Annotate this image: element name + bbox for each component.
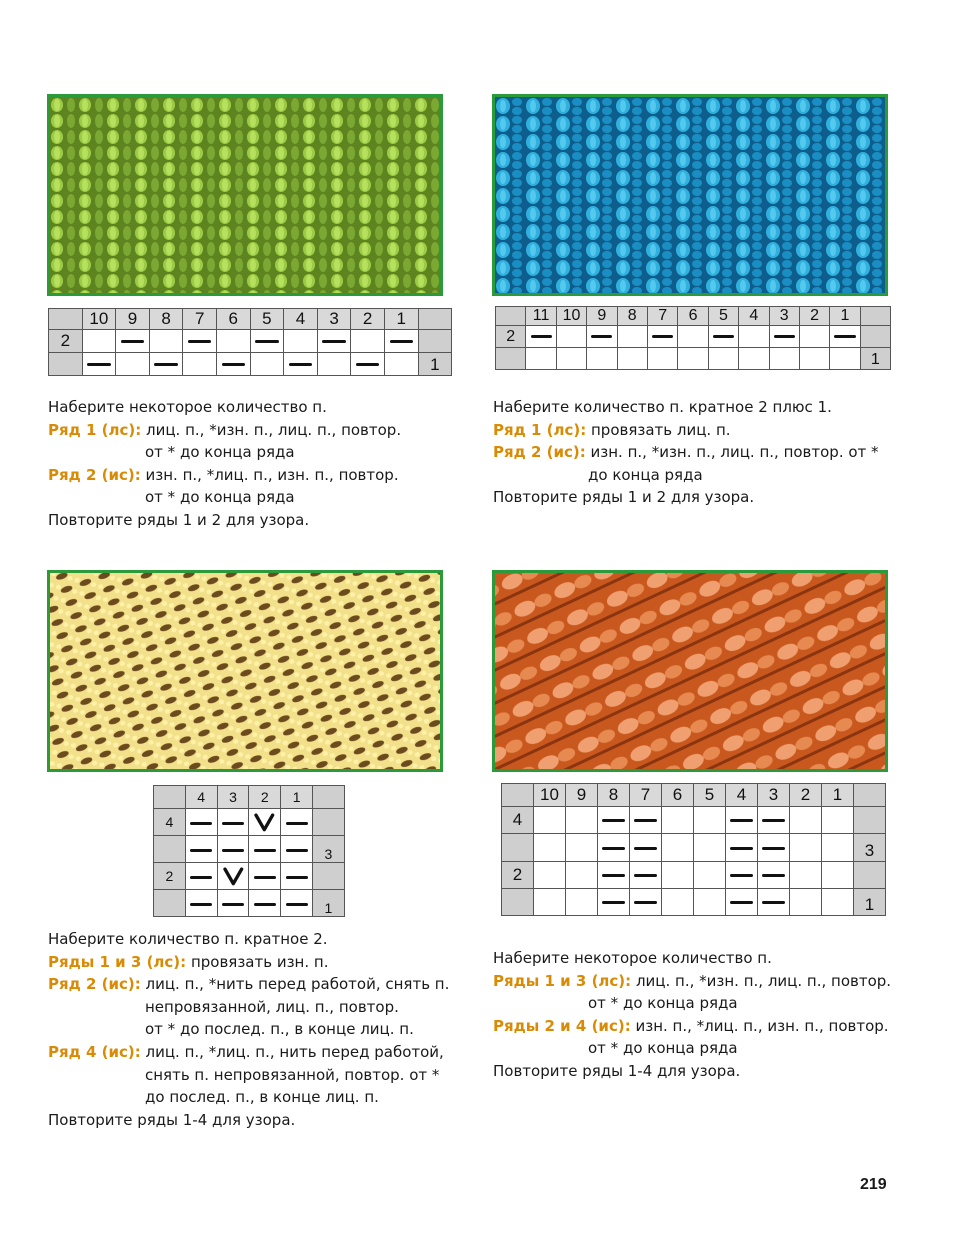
chart-row-number-right — [854, 861, 886, 888]
pattern-3-photo — [47, 570, 443, 772]
row-continuation: от * до конца ряда — [145, 443, 295, 462]
purl-dash-symbol — [591, 335, 612, 338]
pattern-1-instructions — [48, 396, 401, 532]
chart-stitch-cell — [149, 353, 183, 376]
chart-row — [496, 348, 891, 370]
chart-corner-cell — [496, 307, 526, 326]
pattern-2-photo — [492, 94, 888, 296]
chart-stitch-cell — [799, 326, 829, 348]
chart-stitch-cell — [694, 861, 726, 888]
chart-stitch-cell — [526, 326, 556, 348]
row-label: Ряды 2 и 4 (ис): — [493, 1016, 631, 1035]
chart-column-number: 2 — [799, 307, 829, 326]
purl-dash-symbol — [730, 819, 752, 822]
chart-stitch-cell — [726, 861, 758, 888]
pattern-2-photo-image — [495, 97, 885, 293]
purl-dash-symbol — [255, 340, 278, 343]
purl-dash-symbol — [762, 901, 784, 904]
chart-stitch-cell — [82, 353, 116, 376]
chart-stitch-cell — [617, 348, 647, 370]
purl-dash-symbol — [87, 363, 110, 366]
row-continuation: от * до конца ряда — [588, 994, 738, 1013]
chart-column-number: 6 — [662, 784, 694, 807]
chart-stitch-cell — [217, 863, 249, 890]
row-text: провязать изн. п. — [190, 952, 329, 971]
row-text: лиц. п., *лиц. п., нить перед работой, — [145, 1042, 444, 1061]
slip-stitch-v-symbol — [221, 866, 246, 887]
chart-row-number-right: 1 — [418, 353, 452, 376]
chart-stitch-cell — [830, 326, 860, 348]
chart-row-number-right — [860, 326, 890, 348]
chart-row — [154, 863, 345, 890]
chart-row-number-left: 2 — [154, 863, 186, 890]
purl-dash-symbol — [222, 822, 244, 825]
chart-stitch-cell — [185, 890, 217, 917]
chart-stitch-cell — [556, 348, 586, 370]
purl-dash-symbol — [634, 819, 656, 822]
chart-stitch-cell — [830, 348, 860, 370]
chart-column-number: 8 — [149, 309, 183, 330]
purl-dash-symbol — [286, 822, 308, 825]
chart-row-number-right — [312, 809, 344, 836]
purl-dash-symbol — [774, 335, 795, 338]
repeat-text: Повторите ряды 1 и 2 для узора. — [48, 510, 310, 529]
chart-header-row — [49, 309, 452, 330]
chart-column-number: 4 — [726, 784, 758, 807]
chart-stitch-cell — [249, 863, 281, 890]
chart-stitch-cell — [662, 888, 694, 915]
chart-row — [154, 809, 345, 836]
chart-stitch-cell — [630, 861, 662, 888]
chart-stitch-cell — [566, 861, 598, 888]
cast-on-text: Наберите количество п. кратное 2 плюс 1. — [493, 398, 832, 416]
chart-stitch-cell — [566, 807, 598, 834]
row-instruction — [493, 419, 879, 442]
row-continuation: снять п. непровязанной, повтор. от * — [145, 1065, 440, 1084]
chart-column-number: 10 — [82, 309, 116, 330]
chart-stitch-cell — [250, 330, 284, 353]
chart-stitch-cell — [758, 807, 790, 834]
row-text: провязать лиц. п. — [591, 420, 731, 439]
chart-stitch-cell — [384, 353, 418, 376]
chart-stitch-cell — [630, 888, 662, 915]
purl-dash-symbol — [634, 847, 656, 850]
chart-stitch-cell — [822, 834, 854, 861]
chart-corner-cell — [854, 784, 886, 807]
chart-row-number-left — [154, 836, 186, 863]
chart-stitch-cell — [281, 890, 313, 917]
chart-row-number-left — [496, 348, 526, 370]
chart-stitch-cell — [217, 836, 249, 863]
purl-dash-symbol — [254, 876, 276, 879]
chart-stitch-cell — [598, 807, 630, 834]
chart-stitch-cell — [556, 326, 586, 348]
row-label: Ряд 1 (лс): — [48, 420, 142, 439]
chart-stitch-cell — [526, 348, 556, 370]
chart-stitch-cell — [217, 890, 249, 917]
chart-stitch-cell — [351, 330, 385, 353]
chart-row-number-right: 3 — [854, 834, 886, 861]
chart-stitch-cell — [281, 836, 313, 863]
chart-column-number: 4 — [185, 786, 217, 809]
purl-dash-symbol — [188, 340, 211, 343]
pattern-1-chart — [48, 308, 452, 376]
chart-stitch-cell — [351, 353, 385, 376]
purl-dash-symbol — [190, 849, 212, 852]
chart-stitch-cell — [758, 861, 790, 888]
purl-dash-symbol — [602, 901, 624, 904]
pattern-2-chart — [495, 306, 891, 370]
purl-dash-symbol — [730, 847, 752, 850]
chart-stitch-cell — [534, 834, 566, 861]
chart-column-number: 1 — [384, 309, 418, 330]
chart-row — [502, 888, 886, 915]
chart-stitch-cell — [769, 348, 799, 370]
chart-stitch-cell — [662, 834, 694, 861]
row-label: Ряд 2 (ис): — [48, 975, 141, 994]
chart-row — [496, 326, 891, 348]
row-instruction — [48, 1041, 449, 1064]
chart-column-number: 9 — [116, 309, 150, 330]
chart-row-number-right: 1 — [312, 890, 344, 917]
purl-dash-symbol — [390, 340, 413, 343]
page-number: 219 — [860, 1176, 887, 1193]
chart-stitch-cell — [726, 834, 758, 861]
purl-dash-symbol — [652, 335, 673, 338]
purl-dash-symbol — [190, 876, 212, 879]
chart-column-number: 3 — [758, 784, 790, 807]
purl-dash-symbol — [762, 847, 784, 850]
chart-row — [154, 890, 345, 917]
chart-stitch-cell — [185, 809, 217, 836]
chart-stitch-cell — [249, 836, 281, 863]
chart-column-number: 3 — [317, 309, 351, 330]
chart-stitch-cell — [630, 834, 662, 861]
chart-column-number: 2 — [351, 309, 385, 330]
chart-stitch-cell — [790, 888, 822, 915]
row-continuation: непровязанной, лиц. п., повтор. — [145, 997, 399, 1016]
chart-row-number-left: 2 — [502, 861, 534, 888]
row-instruction — [48, 464, 401, 487]
chart-stitch-cell — [790, 861, 822, 888]
chart-corner-cell — [49, 309, 83, 330]
chart-row — [502, 807, 886, 834]
purl-dash-symbol — [730, 874, 752, 877]
purl-dash-symbol — [222, 903, 244, 906]
chart-corner-cell — [154, 786, 186, 809]
chart-row-number-right: 1 — [860, 348, 890, 370]
chart-stitch-cell — [694, 888, 726, 915]
chart-row — [154, 836, 345, 863]
row-instruction — [48, 419, 401, 442]
pattern-4-chart — [501, 783, 886, 916]
chart-column-number: 5 — [250, 309, 284, 330]
chart-corner-cell — [418, 309, 452, 330]
purl-dash-symbol — [286, 903, 308, 906]
chart-stitch-cell — [694, 834, 726, 861]
row-text: изн. п., *лиц. п., изн. п., повтор. — [635, 1016, 889, 1035]
purl-dash-symbol — [222, 363, 245, 366]
row-instruction — [493, 441, 879, 464]
chart-column-number: 6 — [678, 307, 708, 326]
chart-stitch-cell — [217, 809, 249, 836]
chart-column-number: 4 — [739, 307, 769, 326]
chart-stitch-cell — [758, 834, 790, 861]
row-text: лиц. п., *изн. п., лиц. п., повтор. — [635, 971, 892, 990]
purl-dash-symbol — [634, 874, 656, 877]
cast-on-text: Наберите некоторое количество п. — [48, 398, 327, 416]
chart-column-number: 8 — [598, 784, 630, 807]
chart-stitch-cell — [250, 353, 284, 376]
chart-row — [502, 861, 886, 888]
row-label: Ряд 1 (лс): — [493, 420, 587, 439]
purl-dash-symbol — [762, 874, 784, 877]
purl-dash-symbol — [121, 340, 144, 343]
chart-column-number: 6 — [216, 309, 250, 330]
chart-column-number: 7 — [183, 309, 217, 330]
purl-dash-symbol — [730, 901, 752, 904]
purl-dash-symbol — [356, 363, 379, 366]
chart-stitch-cell — [708, 348, 738, 370]
row-continuation: до послед. п., в конце лиц. п. — [145, 1088, 379, 1107]
row-label: Ряд 2 (ис): — [493, 443, 586, 462]
chart-stitch-cell — [384, 330, 418, 353]
chart-column-number: 4 — [284, 309, 318, 330]
pattern-4-instructions — [493, 947, 891, 1083]
chart-column-number: 7 — [647, 307, 677, 326]
chart-row-number-right — [312, 863, 344, 890]
row-instruction — [493, 970, 891, 993]
chart-stitch-cell — [284, 353, 318, 376]
chart-column-number: 9 — [587, 307, 617, 326]
pattern-2-instructions — [493, 396, 879, 509]
chart-stitch-cell — [185, 863, 217, 890]
row-instruction — [48, 951, 449, 974]
chart-row-number-left: 2 — [49, 330, 83, 353]
purl-dash-symbol — [713, 335, 734, 338]
chart-stitch-cell — [617, 326, 647, 348]
purl-dash-symbol — [154, 363, 177, 366]
purl-dash-symbol — [254, 903, 276, 906]
slip-stitch-v-symbol — [252, 812, 277, 833]
chart-stitch-cell — [185, 836, 217, 863]
chart-stitch-cell — [726, 888, 758, 915]
chart-column-number: 9 — [566, 784, 598, 807]
chart-stitch-cell — [566, 834, 598, 861]
chart-stitch-cell — [790, 834, 822, 861]
chart-stitch-cell — [317, 353, 351, 376]
chart-stitch-cell — [534, 807, 566, 834]
chart-column-number: 1 — [830, 307, 860, 326]
chart-stitch-cell — [758, 888, 790, 915]
chart-stitch-cell — [739, 348, 769, 370]
chart-stitch-cell — [647, 326, 677, 348]
chart-stitch-cell — [249, 809, 281, 836]
row-text: изн. п., *изн. п., лиц. п., повтор. от * — [590, 443, 879, 462]
chart-stitch-cell — [630, 807, 662, 834]
row-text: изн. п., *лиц. п., изн. п., повтор. — [145, 465, 399, 484]
chart-stitch-cell — [116, 353, 150, 376]
chart-row-number-left — [502, 834, 534, 861]
purl-dash-symbol — [602, 819, 624, 822]
chart-stitch-cell — [587, 326, 617, 348]
chart-stitch-cell — [647, 348, 677, 370]
row-instruction — [493, 1015, 891, 1038]
row-continuation: от * до конца ряда — [145, 488, 295, 507]
row-continuation: от * до послед. п., в конце лиц. п. — [145, 1020, 414, 1039]
pattern-3-instructions — [48, 928, 449, 1131]
pattern-1-photo — [47, 94, 443, 296]
chart-row-number-right — [854, 807, 886, 834]
pattern-4-photo — [492, 570, 888, 772]
purl-dash-symbol — [286, 876, 308, 879]
chart-stitch-cell — [662, 807, 694, 834]
chart-header-row — [502, 784, 886, 807]
chart-stitch-cell — [790, 807, 822, 834]
chart-stitch-cell — [739, 326, 769, 348]
chart-stitch-cell — [726, 807, 758, 834]
chart-column-number: 10 — [556, 307, 586, 326]
chart-column-number: 1 — [281, 786, 313, 809]
repeat-text: Повторите ряды 1-4 для узора. — [48, 1110, 296, 1129]
purl-dash-symbol — [286, 849, 308, 852]
chart-row-number-right — [418, 330, 452, 353]
pattern-3-chart — [153, 785, 345, 917]
chart-stitch-cell — [769, 326, 799, 348]
purl-dash-symbol — [834, 335, 855, 338]
purl-dash-symbol — [322, 340, 345, 343]
chart-stitch-cell — [662, 861, 694, 888]
row-continuation: до конца ряда — [588, 465, 703, 484]
chart-stitch-cell — [822, 888, 854, 915]
cast-on-text: Наберите некоторое количество п. — [493, 949, 772, 967]
chart-row — [49, 330, 452, 353]
chart-stitch-cell — [317, 330, 351, 353]
chart-row-number-left — [49, 353, 83, 376]
chart-column-number: 2 — [249, 786, 281, 809]
row-text: лиц. п., *нить перед работой, снять п. — [145, 975, 450, 994]
chart-stitch-cell — [284, 330, 318, 353]
chart-column-number: 3 — [217, 786, 249, 809]
purl-dash-symbol — [222, 849, 244, 852]
chart-stitch-cell — [281, 863, 313, 890]
chart-stitch-cell — [534, 888, 566, 915]
purl-dash-symbol — [602, 874, 624, 877]
chart-stitch-cell — [216, 353, 250, 376]
chart-column-number: 10 — [534, 784, 566, 807]
row-label: Ряды 1 и 3 (лс): — [48, 952, 187, 971]
chart-column-number: 7 — [630, 784, 662, 807]
pattern-4-photo-image — [495, 573, 885, 769]
chart-row-number-left — [154, 890, 186, 917]
repeat-text: Повторите ряды 1-4 для узора. — [493, 1061, 741, 1080]
row-label: Ряд 4 (ис): — [48, 1042, 141, 1061]
chart-stitch-cell — [249, 890, 281, 917]
chart-stitch-cell — [598, 834, 630, 861]
purl-dash-symbol — [634, 901, 656, 904]
chart-corner-cell — [312, 786, 344, 809]
chart-row — [502, 834, 886, 861]
chart-stitch-cell — [822, 807, 854, 834]
chart-stitch-cell — [149, 330, 183, 353]
purl-dash-symbol — [602, 847, 624, 850]
chart-stitch-cell — [708, 326, 738, 348]
chart-stitch-cell — [678, 326, 708, 348]
chart-header-row — [496, 307, 891, 326]
chart-row-number-left: 2 — [496, 326, 526, 348]
purl-dash-symbol — [190, 822, 212, 825]
chart-stitch-cell — [694, 807, 726, 834]
chart-row-number-right: 1 — [854, 888, 886, 915]
purl-dash-symbol — [531, 335, 552, 338]
chart-column-number: 3 — [769, 307, 799, 326]
cast-on-text: Наберите количество п. кратное 2. — [48, 930, 328, 948]
chart-column-number: 11 — [526, 307, 556, 326]
repeat-text: Повторите ряды 1 и 2 для узора. — [493, 488, 755, 507]
chart-row-number-right: 3 — [312, 836, 344, 863]
chart-stitch-cell — [678, 348, 708, 370]
row-text: лиц. п., *изн. п., лиц. п., повтор. — [146, 420, 402, 439]
purl-dash-symbol — [289, 363, 312, 366]
chart-stitch-cell — [116, 330, 150, 353]
chart-row-number-left — [502, 888, 534, 915]
chart-corner-cell — [502, 784, 534, 807]
chart-column-number: 5 — [694, 784, 726, 807]
chart-stitch-cell — [566, 888, 598, 915]
purl-dash-symbol — [254, 849, 276, 852]
chart-column-number: 1 — [822, 784, 854, 807]
chart-column-number: 8 — [617, 307, 647, 326]
chart-row-number-left: 4 — [154, 809, 186, 836]
chart-stitch-cell — [281, 809, 313, 836]
row-instruction — [48, 973, 449, 996]
chart-corner-cell — [860, 307, 890, 326]
chart-column-number: 2 — [790, 784, 822, 807]
chart-column-number: 5 — [708, 307, 738, 326]
purl-dash-symbol — [190, 903, 212, 906]
pattern-3-photo-image — [50, 573, 440, 769]
chart-header-row — [154, 786, 345, 809]
chart-row — [49, 353, 452, 376]
row-label: Ряды 1 и 3 (лс): — [493, 971, 632, 990]
chart-stitch-cell — [587, 348, 617, 370]
chart-stitch-cell — [598, 861, 630, 888]
chart-stitch-cell — [822, 861, 854, 888]
chart-stitch-cell — [534, 861, 566, 888]
row-continuation: от * до конца ряда — [588, 1039, 738, 1058]
row-label: Ряд 2 (ис): — [48, 465, 141, 484]
chart-stitch-cell — [216, 330, 250, 353]
chart-stitch-cell — [598, 888, 630, 915]
chart-stitch-cell — [799, 348, 829, 370]
chart-row-number-left: 4 — [502, 807, 534, 834]
chart-stitch-cell — [183, 330, 217, 353]
pattern-1-photo-image — [50, 97, 440, 293]
chart-stitch-cell — [82, 330, 116, 353]
chart-stitch-cell — [183, 353, 217, 376]
purl-dash-symbol — [762, 819, 784, 822]
